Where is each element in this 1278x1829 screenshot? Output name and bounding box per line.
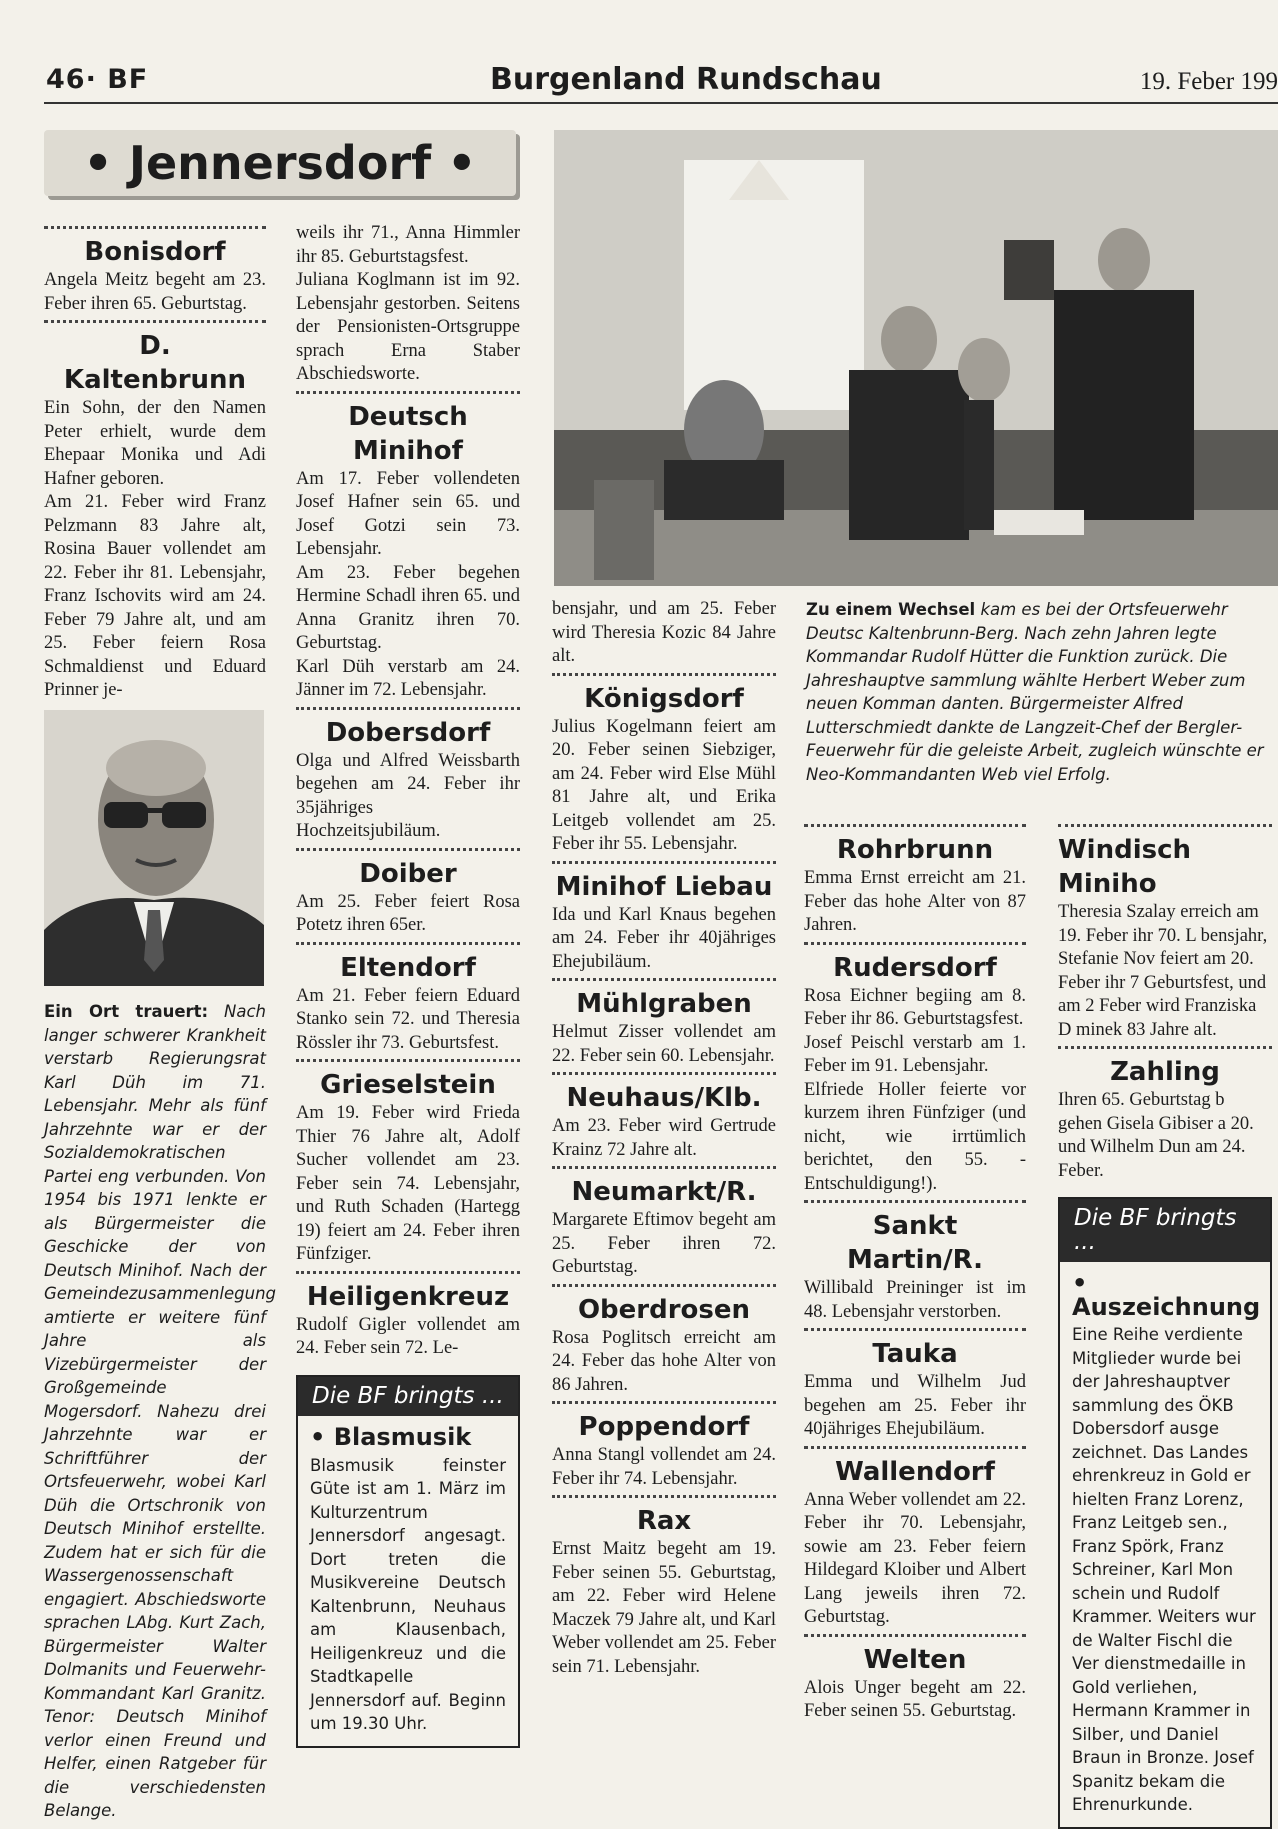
- text-rudersdorf-2: Josef Peischl verstarb am 1. Feber im 91. Lebensjahr.: [804, 1032, 1026, 1076]
- photo-caption-text: kam es bei der Ortsfeuerwehr Deutsc Kaltenbrunn-Berg. Nach zehn Jahren legte Kommandar Rudolf Hütter die Funktion zurück. Die Jahreshauptve sammlung wählte Herbert Weber zum neuen Komman danten. Bürgermeister Alfred Lutterschmiedt dankte de Langzeit-Chef der Bergler-Feuerwehr für die geleiste Arbeit, zugleich wünschte er Neo-Kommandanten Web viel Erfolg.: [806, 600, 1264, 784]
- heading-heiligenkreuz: Heiligenkreuz: [296, 1271, 520, 1314]
- box-title-5: • Auszeichnung: [1072, 1269, 1261, 1321]
- newspaper-title: Burgenland Rundschau: [490, 62, 882, 97]
- heading-welten: Welten: [804, 1634, 1026, 1677]
- text-doiber: Am 25. Feber feiert Rosa Potetz ihren 65er.: [296, 891, 520, 935]
- text-eltendorf: Am 21. Feber feiern Eduard Stanko sein 72. und Theresia Rössler ihr 73. Geburtsfest.: [296, 985, 520, 1053]
- heading-koenigsdorf: Königsdorf: [552, 673, 776, 716]
- group-photo-illustration: [554, 130, 1278, 586]
- text-koenigsdorf: Julius Kogelmann feiert am 20. Feber seinen Siebziger, am 24. Feber wird Else Mühl 81 Jahre alt, und Erika Leitgeb vollendet am 25. Feber ihr 55. Lebensjahr.: [552, 716, 776, 854]
- text-kaltenbrunn-1: Ein Sohn, der den Namen Peter erhielt, wurde dem Ehepaar Monika und Adi Hafner geboren.: [44, 398, 266, 489]
- text-kaltenbrunn-2: Am 21. Feber wird Franz Pelzmann 83 Jahre alt, Rosina Bauer vollendet am 22. Feber ihr 81. Lebensjahr, Franz Ischovits wird am 24. Feber 79 Jahre alt, und am 25. Feber feiern Rosa Schmaldienst und Eduard Prinner je-: [44, 492, 266, 700]
- caption-lead: Ein Ort trauert:: [44, 1002, 209, 1021]
- heading-eltendorf: Eltendorf: [296, 942, 520, 985]
- section-banner: • Jennersdorf •: [44, 130, 516, 196]
- text-sankt-martin: Willibald Preininger ist im 48. Lebensjahr verstorben.: [804, 1278, 1026, 1322]
- heading-windisch-minihof: Windisch Miniho: [1058, 824, 1272, 901]
- page-number: 46· BF: [46, 64, 149, 95]
- caption-text: Nach langer schwerer Krankheit verstarb Regierungsrat Karl Düh im 71. Lebensjahr. Mehr als fünf Jahrzehnte war er der Sozialdemokratischen Partei eng verbunden. Von 1954 bis 1971 lenkte er als Bürgermeister die Geschicke der von Deutsch Minihof. Nach der Gemeindezusammenlegung amtierte er weitere fünf Jahre als Vizebürgermeister der Großgemeinde Mogersdorf. Nahezu drei Jahrzehnte war er Schriftführer der Ortsfeuerwehr, wobei Karl Düh die Ortschronik von Deutsch Minihof erstellte. Zudem hat er sich für die Wassergenossenschaft engagiert. Abschiedsworte sprachen LAbg. Kurt Zach, Bürgermeister Walter Dolmanits und Feuerwehr-Kommandant Karl Granitz. Tenor: Deutsch Minihof verlor einen Freund und Helfer, einen Ratgeber für die verschiedensten Belange.: [44, 1002, 277, 1820]
- text-poppendorf: Anna Stangl vollendet am 24. Feber ihr 74. Lebensjahr.: [552, 1445, 776, 1489]
- text-bonisdorf: Angela Meitz begeht am 23. Feber ihren 65. Geburtstag.: [44, 270, 266, 314]
- photo-caption: [806, 598, 1272, 786]
- issue-date: 19. Feber 199: [1139, 68, 1278, 95]
- text-grieselstein: Am 19. Feber wird Frieda Thier 76 Jahre alt, Adolf Sucher vollendet am 23. Feber sein 74. Lebensjahr, und Ruth Schaden (Hartegg 19) feiert am 24. Feber ihren Fünfziger.: [296, 1103, 520, 1264]
- heading-neuhaus: Neuhaus/Klb.: [552, 1072, 776, 1115]
- text-continued: weils ihr 71., Anna Himmler ihr 85. Geburtstagsfest.: [296, 223, 520, 267]
- text-dobersdorf: Olga und Alfred Weissbarth begehen am 24. Feber ihr 35jähriges Hochzeitsjubiläum.: [296, 750, 520, 841]
- box-title: • Blasmusik: [310, 1423, 472, 1451]
- column-4: [804, 820, 1026, 1724]
- text-wallendorf: Anna Weber vollendet am 22. Feber ihr 70. Lebensjahr, sowie am 23. Feber feiern Hildegard Kloiber und Albert Lang jeweils ihren 72. Geburtstag.: [804, 1489, 1026, 1627]
- heading-minihof-liebau: Minihof Liebau: [552, 861, 776, 904]
- heading-rax: Rax: [552, 1495, 776, 1538]
- text-windisch-minihof: Theresia Szalay erreich am 19. Feber ihr 70. L bensjahr, Stefanie Nov feiert am 20. Feber ihr 7 Geburtsfest, und am 2 Feber wird Franziska D minek 83 Jahre alt.: [1058, 902, 1268, 1040]
- text-welten: Alois Unger begeht am 22. Feber seinen 55. Geburtstag.: [804, 1677, 1026, 1721]
- heading-doiber: Doiber: [296, 848, 520, 891]
- heading-muehlgraben: Mühlgraben: [552, 978, 776, 1021]
- heading-bonisdorf: Bonisdorf: [44, 226, 266, 269]
- text-minihof-liebau: Ida und Karl Knaus begehen am 24. Feber ihr 40jähriges Ehejubiläum.: [552, 904, 776, 972]
- column-3: [552, 598, 776, 1679]
- text-koglmann: Juliana Koglmann ist im 92. Lebensjahr gestorben. Seitens der Pensionisten-Ortsgruppe sprach Erna Staber Abschiedsworte.: [296, 270, 520, 384]
- column-2: [296, 222, 520, 1748]
- heading-rudersdorf: Rudersdorf: [804, 942, 1026, 985]
- portrait-photo: [44, 710, 264, 986]
- text-minihof-2: Am 23. Feber begehen Hermine Schadl ihren 65. und Anna Granitz ihren 70. Geburtstag.: [296, 562, 520, 653]
- text-muehlgraben: Helmut Zisser vollendet am 22. Feber sein 60. Lebensjahr.: [552, 1022, 776, 1066]
- text-zahling: Ihren 65. Geburtstag b gehen Gisela Gibiser a 20. und Wilhelm Dun am 24. Feber.: [1058, 1090, 1254, 1181]
- heading-poppendorf: Poppendorf: [552, 1401, 776, 1444]
- text-heiligenkreuz: Rudolf Gigler vollendet am 24. Feber sein 72. Le-: [296, 1314, 520, 1358]
- heading-wallendorf: Wallendorf: [804, 1446, 1026, 1489]
- box-body: Blasmusik feinster Güte ist am 1. März im Kulturzentrum Jennersdorf angesagt. Dort treten die Musikvereine Deutsch Kaltenbrunn, Neuhaus am Klausenbach, Heiligenkreuz und die Stadtkapelle Jennersdorf auf. Beginn um 19.30 Uhr.: [310, 1455, 506, 1733]
- masthead-rule: [44, 102, 1278, 104]
- text-neuhaus: Am 23. Feber wird Gertrude Krainz 72 Jahre alt.: [552, 1116, 776, 1160]
- portrait-caption: [44, 1000, 277, 1823]
- text-neumarkt: Margarete Eftimov begeht am 25. Feber ihren 72. Geburtstag.: [552, 1210, 776, 1277]
- text-rudersdorf-1: Rosa Eichner begiing am 8. Feber ihr 86. Geburtstagsfest.: [804, 985, 1026, 1029]
- heading-zahling: Zahling: [1058, 1046, 1272, 1089]
- text-rax: Ernst Maitz begeht am 19. Feber seinen 55. Geburtstag, am 22. Feber wird Helene Maczek 79 Jahre alt, und Karl Weber vollendet am 25. Feber sein 71. Lebensjahr.: [552, 1539, 776, 1677]
- text-oberdrosen: Rosa Poglitsch erreicht am 24. Feber das hohe Alter von 86 Jahren.: [552, 1327, 776, 1395]
- column-5: [1058, 820, 1272, 1829]
- box-header-5: Die BF bringts ...: [1060, 1199, 1270, 1262]
- heading-tauka: Tauka: [804, 1328, 1026, 1371]
- text-rohrbrunn: Emma Ernst erreicht am 21. Feber das hohe Alter von 87 Jahren.: [804, 868, 1026, 935]
- text-rudersdorf-3: Elfriede Holler feierte vor kurzem ihren Fünfziger (und nicht, wie irrtümlich berichtet, den 55. - Entschuldigung!).: [804, 1079, 1026, 1194]
- box-header: Die BF bringts ...: [298, 1377, 518, 1417]
- heading-kaltenbrunn: D. Kaltenbrunn: [44, 320, 266, 397]
- text-minihof-1: Am 17. Feber vollendeten Josef Hafner sein 65. und Josef Gotzi sein 73. Lebensjahr.: [296, 468, 520, 559]
- text-continued-3: bensjahr, und am 25. Feber wird Theresia Kozic 84 Jahre alt.: [552, 599, 776, 666]
- masthead: [46, 62, 1278, 102]
- heading-deutsch-minihof: Deutsch Minihof: [296, 391, 520, 468]
- photo-caption-lead: Zu einem Wechsel: [806, 600, 976, 619]
- box-body-5: Eine Reihe verdiente Mitglieder wurde bei der Jahreshauptver sammlung des ÖKB Dobersdorf ausge zeichnet. Das Landes ehrenkreuz in Gold er hielten Franz Lorenz, Franz Leitgeb sen., Franz Spörk, Franz Schreiner, Karl Mon schein und Rudolf Krammer. Weiters wur de Walter Fischl die Ver dienstmedaille in Gold verliehen, Hermann Krammer in Silber, und Daniel Braun in Bronze. Josef Spanitz bekam die Ehrenurkunde.: [1072, 1325, 1256, 1814]
- heading-oberdrosen: Oberdrosen: [552, 1284, 776, 1327]
- group-photo: [554, 130, 1278, 586]
- text-tauka: Emma und Wilhelm Jud begehen am 25. Feber ihr 40jähriges Ehejubiläum.: [804, 1372, 1026, 1439]
- heading-neumarkt: Neumarkt/R.: [552, 1166, 776, 1209]
- column-1: [44, 222, 266, 703]
- heading-rohrbrunn: Rohrbrunn: [804, 824, 1026, 867]
- heading-dobersdorf: Dobersdorf: [296, 707, 520, 750]
- portrait-illustration: [44, 710, 264, 986]
- text-minihof-3: Karl Düh verstarb am 24. Jänner im 72. Lebensjahr.: [296, 656, 520, 700]
- heading-sankt-martin: Sankt Martin/R.: [804, 1200, 1026, 1277]
- info-box-auszeichnung: [1058, 1197, 1272, 1829]
- heading-grieselstein: Grieselstein: [296, 1059, 520, 1102]
- info-box-blasmusik: [296, 1375, 520, 1748]
